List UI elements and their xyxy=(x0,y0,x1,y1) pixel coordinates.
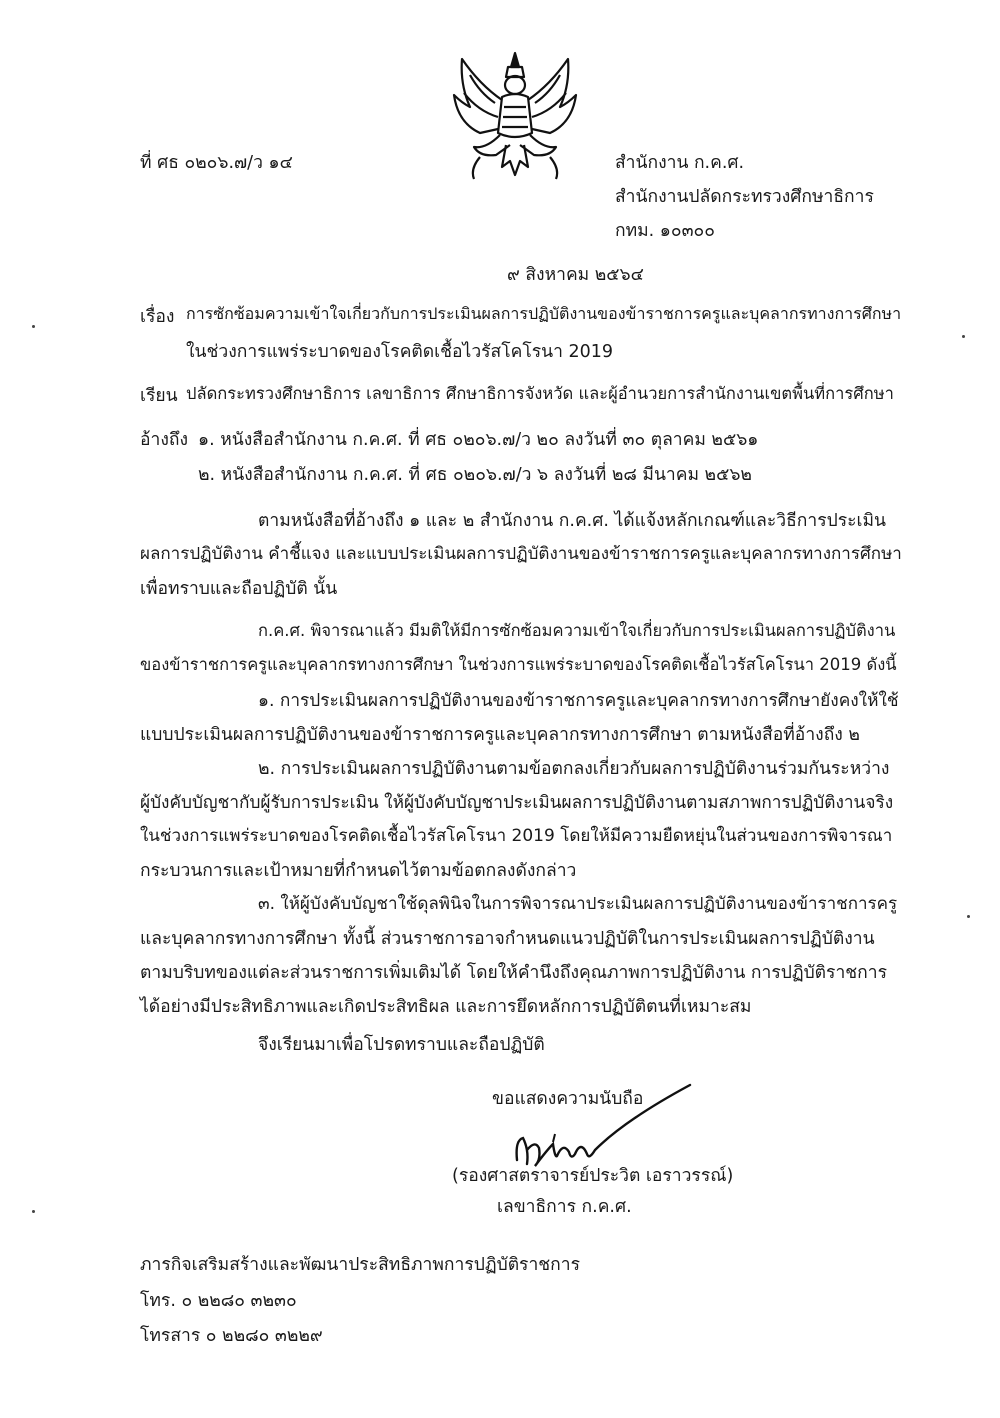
recipient-label: เรียน xyxy=(140,386,178,406)
closing-regards: ขอแสดงความนับถือ xyxy=(492,1089,644,1109)
recipient-text: ปลัดกระทรวงศึกษาธิการ เลขาธิการ ศึกษาธิการจังหวัด และผู้อำนวยการสำนักงานเขตพื้นที่การศึกษา xyxy=(186,384,894,403)
item-3-line-3: ตามบริบทของแต่ละส่วนราชการเพิ่มเติมได้ โดยให้คำนึงถึงคุณภาพการปฏิบัติงาน การปฏิบัติราชการ xyxy=(140,963,887,983)
reference-item-1: ๑. หนังสือสำนักงาน ก.ค.ศ. ที่ ศธ ๐๒๐๖.๗/ว ๒๐ ลงวันที่ ๓๐ ตุลาคม ๒๕๖๑ xyxy=(198,430,759,450)
document-number: ที่ ศธ ๐๒๐๖.๗/ว ๑๔ xyxy=(140,153,293,173)
contact-unit: ภารกิจเสริมสร้างและพัฒนาประสิทธิภาพการปฏิบัติราชการ xyxy=(140,1255,580,1275)
item-1-line-1: ๑. การประเมินผลการปฏิบัติงานของข้าราชการครูและบุคลากรทางการศึกษายังคงให้ใช้ xyxy=(258,691,899,711)
scan-speck xyxy=(32,1210,35,1213)
office-name: สำนักงาน ก.ค.ศ. xyxy=(615,153,745,173)
subject-line-2: ในช่วงการแพร่ระบาดของโรคติดเชื้อไวรัสโคโรนา 2019 xyxy=(186,342,614,362)
garuda-emblem-icon xyxy=(440,45,590,190)
office-address: กทม. ๑๐๓๐๐ xyxy=(615,221,715,241)
paragraph-1-line-2: ผลการปฏิบัติงาน คำชี้แจง และแบบประเมินผลการปฏิบัติงานของข้าราชการครูและบุคลากรทางการศึกษา xyxy=(140,544,902,564)
subject-label: เรื่อง xyxy=(140,307,175,327)
item-2-line-1: ๒. การประเมินผลการปฏิบัติงานตามข้อตกลงเกี่ยวกับผลการปฏิบัติงานร่วมกันระหว่าง xyxy=(258,759,890,779)
subject-line-1: การซักซ้อมความเข้าใจเกี่ยวกับการประเมินผลการปฏิบัติงานของข้าราชการครูและบุคลากรทางการศึกษา xyxy=(186,304,902,323)
contact-phone: โทร. ๐ ๒๒๘๐ ๓๒๓๐ xyxy=(140,1291,297,1311)
item-2-line-3: ในช่วงการแพร่ระบาดของโรคติดเชื้อไวรัสโคโรนา 2019 โดยให้มีความยืดหยุ่นในส่วนของการพิจารณา xyxy=(140,826,893,846)
reference-label: อ้างถึง xyxy=(140,430,189,450)
reference-item-2: ๒. หนังสือสำนักงาน ก.ค.ศ. ที่ ศธ ๐๒๐๖.๗/ว ๖ ลงวันที่ ๒๘ มีนาคม ๒๕๖๒ xyxy=(198,465,752,485)
paragraph-1-line-1: ตามหนังสือที่อ้างถึง ๑ และ ๒ สำนักงาน ก.ค.ศ. ได้แจ้งหลักเกณฑ์และวิธีการประเมิน xyxy=(258,511,887,531)
item-2-line-4: กระบวนการและเป้าหมายที่กำหนดไว้ตามข้อตกลงดังกล่าว xyxy=(140,861,577,881)
item-3-line-1: ๓. ให้ผู้บังคับบัญชาใช้ดุลพินิจในการพิจารณาประเมินผลการปฏิบัติงานของข้าราชการครู xyxy=(258,894,898,914)
scan-speck xyxy=(962,335,965,338)
item-1-line-2: แบบประเมินผลการปฏิบัติงานของข้าราชการครูและบุคลากรทางการศึกษา ตามหนังสือที่อ้างถึง ๒ xyxy=(140,725,860,745)
paragraph-2-line-2: ของข้าราชการครูและบุคลากรทางการศึกษา ในช่วงการแพร่ระบาดของโรคติดเชื้อไวรัสโคโรนา 2019 ดังนี้ xyxy=(140,655,897,674)
paragraph-1-line-3: เพื่อทราบและถือปฏิบัติ นั้น xyxy=(140,579,338,599)
scan-speck xyxy=(32,325,35,328)
item-2-line-2: ผู้บังคับบัญชากับผู้รับการประเมิน ให้ผู้บังคับบัญชาประเมินผลการปฏิบัติงานตามสภาพการปฏิบัติงานจริง xyxy=(140,793,894,813)
contact-fax: โทรสาร ๐ ๒๒๘๐ ๓๒๒๙ xyxy=(140,1326,323,1346)
letter-date: ๙ สิงหาคม ๒๕๖๔ xyxy=(507,265,644,285)
closing-sentence: จึงเรียนมาเพื่อโปรดทราบและถือปฏิบัติ xyxy=(258,1035,545,1055)
signatory-position: เลขาธิการ ก.ค.ศ. xyxy=(497,1197,632,1217)
scan-speck xyxy=(967,915,970,918)
item-3-line-2: และบุคลากรทางการศึกษา ทั้งนี้ ส่วนราชการอาจกำหนดแนวปฏิบัติในการประเมินผลการปฏิบัติงาน xyxy=(140,929,875,949)
signatory-name: (รองศาสตราจารย์ประวิต เอราวรรณ์) xyxy=(452,1166,734,1186)
paragraph-2-line-1: ก.ค.ศ. พิจารณาแล้ว มีมติให้มีการซักซ้อมความเข้าใจเกี่ยวกับการประเมินผลการปฏิบัติงาน xyxy=(258,621,896,640)
item-3-line-4: ได้อย่างมีประสิทธิภาพและเกิดประสิทธิผล และการยึดหลักการปฏิบัติตนที่เหมาะสม xyxy=(140,997,752,1017)
office-ministry: สำนักงานปลัดกระทรวงศึกษาธิการ xyxy=(615,187,874,207)
